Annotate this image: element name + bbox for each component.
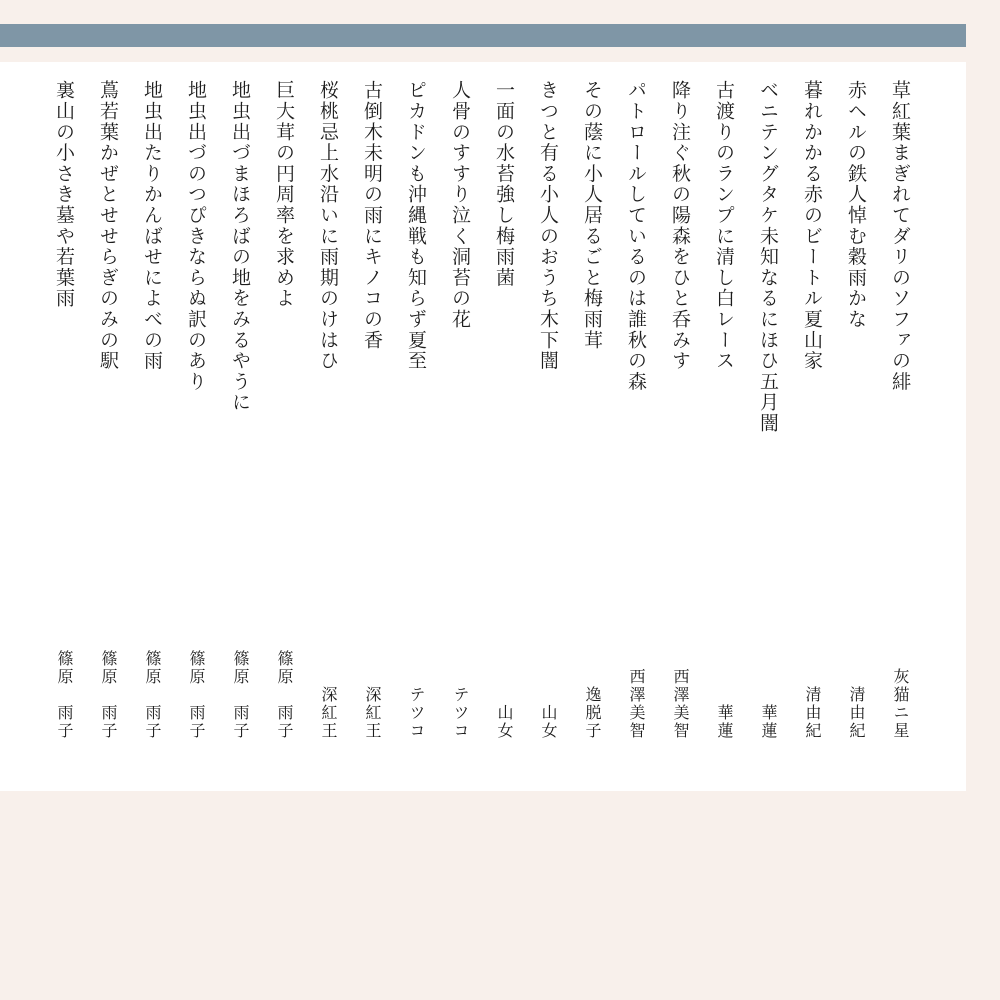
haiku-entry [526, 80, 570, 740]
haiku-entry [438, 80, 482, 740]
haiku-author: 華蓮 [759, 704, 778, 740]
haiku-author: 西澤美智 [671, 668, 690, 740]
haiku-entry [218, 80, 262, 740]
haiku-entry [42, 80, 86, 740]
haiku-verse: 一面の水苔強し梅雨菌 [493, 80, 515, 288]
haiku-entry [702, 80, 746, 740]
haiku-entry [130, 80, 174, 740]
haiku-verse: 蔦若葉かぜとせせらぎのみの駅 [97, 80, 119, 372]
haiku-entry [482, 80, 526, 740]
haiku-entry [614, 80, 658, 740]
haiku-author: 山女 [539, 704, 558, 740]
haiku-entry [86, 80, 130, 740]
haiku-author: 篠原 雨子 [99, 650, 118, 740]
haiku-verse: ベニテングタケ未知なるにほひ五月闇 [757, 80, 779, 434]
haiku-verse: 人骨のすすり泣く洞苔の花 [449, 80, 471, 330]
haiku-list [42, 80, 922, 740]
haiku-author: 篠原 雨子 [55, 650, 74, 740]
haiku-entry [350, 80, 394, 740]
haiku-verse: 赤ヘルの鉄人悼む穀雨かな [845, 80, 867, 330]
haiku-author: 華蓮 [715, 704, 734, 740]
haiku-verse: 地虫出づまほろばの地をみるやうに [229, 80, 251, 413]
haiku-verse: 地虫出づのつぴきならぬ訳のあり [185, 80, 207, 392]
haiku-author: 篠原 雨子 [143, 650, 162, 740]
haiku-entry [746, 80, 790, 740]
haiku-verse: 暮れかかる赤のビートル夏山家 [801, 80, 823, 372]
haiku-author: 深紅王 [363, 686, 382, 740]
haiku-author: 篠原 雨子 [187, 650, 206, 740]
haiku-entry [394, 80, 438, 740]
haiku-author: 篠原 雨子 [275, 650, 294, 740]
haiku-author: 清由紀 [803, 686, 822, 740]
haiku-entry [834, 80, 878, 740]
haiku-entry [306, 80, 350, 740]
haiku-author: テツコ [451, 686, 470, 740]
haiku-verse: 桜桃忌上水沿いに雨期のけはひ [317, 80, 339, 372]
haiku-author: 山女 [495, 704, 514, 740]
haiku-verse: 古倒木未明の雨にキノコの香 [361, 80, 383, 351]
haiku-verse: 地虫出たりかんばせによべの雨 [141, 80, 163, 372]
haiku-verse: 降り注ぐ秋の陽森をひと呑みす [669, 80, 691, 372]
haiku-verse: 裏山の小さき墓や若葉雨 [53, 80, 75, 309]
haiku-verse: その蔭に小人居るごと梅雨茸 [581, 80, 603, 351]
haiku-author: 深紅王 [319, 686, 338, 740]
haiku-verse: 古渡りのランプに清し白レース [713, 80, 735, 372]
haiku-verse: 草紅葉まぎれてダリのソファの緋 [889, 80, 911, 392]
header-bar [0, 24, 966, 47]
haiku-entry [262, 80, 306, 740]
haiku-entry [790, 80, 834, 740]
haiku-verse: パトロールしているのは誰秋の森 [625, 80, 647, 392]
haiku-author: 逸脱子 [583, 686, 602, 740]
haiku-author: 灰猫ニ星 [891, 668, 910, 740]
haiku-author: 西澤美智 [627, 668, 646, 740]
haiku-verse: 巨大茸の円周率を求めよ [273, 80, 295, 309]
haiku-entry [658, 80, 702, 740]
haiku-entry [570, 80, 614, 740]
haiku-verse: ピカドンも沖縄戦も知らず夏至 [405, 80, 427, 372]
haiku-author: 清由紀 [847, 686, 866, 740]
haiku-author: テツコ [407, 686, 426, 740]
haiku-author: 篠原 雨子 [231, 650, 250, 740]
haiku-entry [174, 80, 218, 740]
document-page [0, 62, 966, 791]
haiku-verse: きつと有る小人のおうち木下闇 [537, 80, 559, 372]
haiku-entry [878, 80, 922, 740]
